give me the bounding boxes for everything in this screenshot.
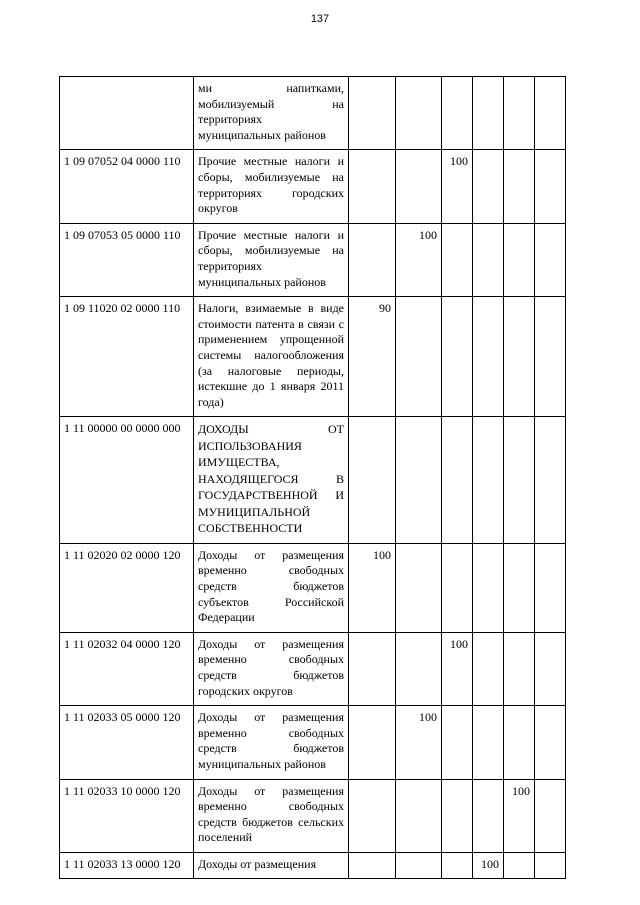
table-row — [60, 417, 566, 544]
kbk-code: 1 11 00000 00 0000 000 — [60, 417, 194, 544]
kbk-code: 1 11 02032 04 0000 120 — [60, 632, 194, 705]
revenue-table — [59, 76, 566, 879]
table-row — [60, 632, 566, 705]
share-settlement — [504, 632, 535, 705]
share-city — [473, 150, 504, 223]
share-city — [473, 632, 504, 705]
share-district — [442, 297, 473, 417]
share-district — [442, 77, 473, 150]
share-federal — [349, 632, 396, 705]
kbk-code: 1 11 02033 13 0000 120 — [60, 852, 194, 879]
share-regional: 100 — [396, 223, 442, 296]
revenue-name: Прочие местные налоги и сборы, мобилизуемые на территориях муниципальных районов — [194, 223, 349, 296]
share-city — [473, 543, 504, 632]
revenue-name: ми напитками, мобилизуемый на территориях муниципальных районов — [194, 77, 349, 150]
table-row — [60, 77, 566, 150]
share-regional — [396, 417, 442, 544]
revenue-name: Доходы от размещения временно свободных средств бюджетов сельских поселений — [194, 779, 349, 852]
share-settlement — [504, 543, 535, 632]
share-federal — [349, 779, 396, 852]
table-row — [60, 706, 566, 779]
share-other — [535, 297, 566, 417]
share-regional — [396, 779, 442, 852]
share-city — [473, 706, 504, 779]
share-city — [473, 779, 504, 852]
share-federal — [349, 852, 396, 879]
share-settlement — [504, 852, 535, 879]
share-other — [535, 223, 566, 296]
table-row — [60, 852, 566, 879]
share-district — [442, 223, 473, 296]
page-number: 137 — [310, 13, 330, 25]
share-other — [535, 543, 566, 632]
share-federal — [349, 417, 396, 544]
share-settlement: 100 — [504, 779, 535, 852]
table-row — [60, 779, 566, 852]
share-other — [535, 779, 566, 852]
share-city — [473, 77, 504, 150]
share-district — [442, 543, 473, 632]
share-district — [442, 417, 473, 544]
kbk-code — [60, 77, 194, 150]
kbk-code: 1 09 07052 04 0000 110 — [60, 150, 194, 223]
share-district — [442, 779, 473, 852]
share-federal: 100 — [349, 543, 396, 632]
share-federal — [349, 706, 396, 779]
share-regional — [396, 543, 442, 632]
share-other — [535, 417, 566, 544]
share-other — [535, 150, 566, 223]
share-federal: 90 — [349, 297, 396, 417]
revenue-name: Доходы от размещения временно свободных средств бюджетов городских округов — [194, 632, 349, 705]
revenue-name: Прочие местные налоги и сборы, мобилизуемые на территориях городских округов — [194, 150, 349, 223]
share-regional: 100 — [396, 706, 442, 779]
share-settlement — [504, 417, 535, 544]
kbk-code: 1 09 11020 02 0000 110 — [60, 297, 194, 417]
kbk-code: 1 11 02020 02 0000 120 — [60, 543, 194, 632]
share-settlement — [504, 77, 535, 150]
share-settlement — [504, 150, 535, 223]
share-other — [535, 632, 566, 705]
share-settlement — [504, 297, 535, 417]
share-other — [535, 77, 566, 150]
share-settlement — [504, 223, 535, 296]
share-district — [442, 852, 473, 879]
share-regional — [396, 297, 442, 417]
revenue-name: Налоги, взимаемые в виде стоимости патента в связи с применением упрощенной системы налогообложения (за налоговые периоды, истекшие до 1 января 2011 года) — [194, 297, 349, 417]
table-row — [60, 223, 566, 296]
table-row — [60, 543, 566, 632]
share-regional — [396, 150, 442, 223]
kbk-code: 1 11 02033 10 0000 120 — [60, 779, 194, 852]
revenue-name: Доходы от размещения временно свободных средств бюджетов муниципальных районов — [194, 706, 349, 779]
share-district: 100 — [442, 150, 473, 223]
share-federal — [349, 150, 396, 223]
share-settlement — [504, 706, 535, 779]
revenue-name: Доходы от размещения — [194, 852, 349, 879]
revenue-name: ДОХОДЫ ОТ ИСПОЛЬЗОВАНИЯ ИМУЩЕСТВА, НАХОДЯЩЕГОСЯ В ГОСУДАРСТВЕННОЙ И МУНИЦИПАЛЬНОЙ СОБСТВЕННОСТИ — [194, 417, 349, 544]
share-city: 100 — [473, 852, 504, 879]
share-other — [535, 852, 566, 879]
share-city — [473, 223, 504, 296]
share-federal — [349, 223, 396, 296]
revenue-name: Доходы от размещения временно свободных средств бюджетов субъектов Российской Федерации — [194, 543, 349, 632]
share-regional — [396, 852, 442, 879]
share-city — [473, 417, 504, 544]
share-city — [473, 297, 504, 417]
table-row — [60, 297, 566, 417]
share-federal — [349, 77, 396, 150]
share-regional — [396, 77, 442, 150]
kbk-code: 1 11 02033 05 0000 120 — [60, 706, 194, 779]
share-other — [535, 706, 566, 779]
share-district — [442, 706, 473, 779]
kbk-code: 1 09 07053 05 0000 110 — [60, 223, 194, 296]
share-district: 100 — [442, 632, 473, 705]
table-row — [60, 150, 566, 223]
share-regional — [396, 632, 442, 705]
